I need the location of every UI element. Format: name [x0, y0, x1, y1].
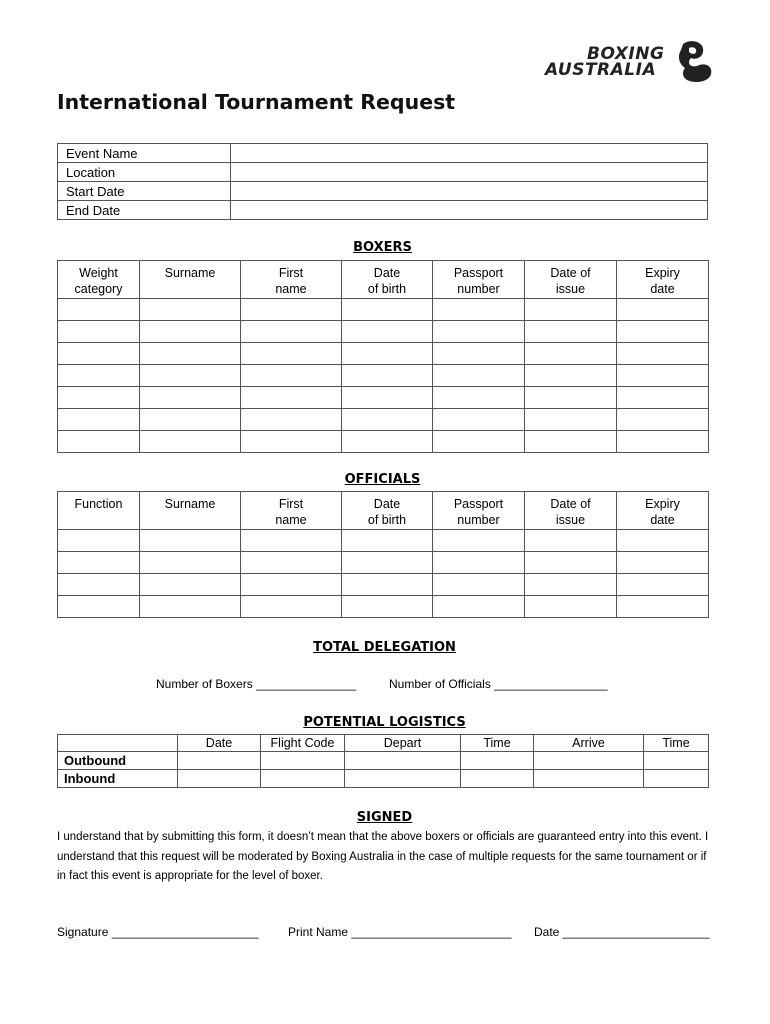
officials-cell[interactable] [525, 574, 617, 596]
boxers-row [58, 343, 709, 365]
event-field-label: Location [58, 163, 231, 182]
boxers-cell[interactable] [342, 431, 433, 453]
boxers-cell[interactable] [617, 321, 709, 343]
boxers-cell[interactable] [525, 321, 617, 343]
boxers-cell[interactable] [525, 409, 617, 431]
header-text: name [275, 282, 307, 296]
header-text: Expiry [645, 497, 680, 511]
officials-cell[interactable] [241, 574, 342, 596]
header-text: Date [373, 266, 401, 280]
officials-column-header [433, 492, 525, 530]
boxers-column-header [433, 261, 525, 299]
logistics-table [57, 734, 709, 788]
signature-field[interactable]: Signature ______________________ [57, 925, 259, 939]
event-row [58, 182, 708, 201]
event-field-label: End Date [58, 201, 231, 220]
header-text: First [278, 266, 304, 280]
officials-heading: OFFICIALS [344, 472, 421, 487]
logo-line-2: AUSTRALIA [545, 60, 657, 80]
logistics-cell[interactable] [461, 770, 534, 788]
event-field-value[interactable] [231, 182, 708, 201]
officials-cell[interactable] [58, 596, 140, 618]
boxers-table [57, 260, 709, 453]
header-text: category [74, 282, 123, 296]
boxers-cell[interactable] [58, 343, 140, 365]
logistics-cell[interactable] [261, 752, 345, 770]
event-field-label: Event Name [58, 144, 231, 163]
page-title: International Tournament Request [57, 90, 456, 114]
header-text: date [650, 513, 675, 527]
boxers-cell[interactable] [617, 299, 709, 321]
boxers-cell[interactable] [433, 299, 525, 321]
logistics-column-header: Arrive [534, 735, 644, 752]
header-text: date [650, 282, 675, 296]
boxers-cell[interactable] [342, 387, 433, 409]
logistics-column-header: Time [644, 735, 709, 752]
officials-cell[interactable] [525, 596, 617, 618]
boxers-row [58, 365, 709, 387]
boxers-cell[interactable] [58, 299, 140, 321]
officials-cell[interactable] [433, 574, 525, 596]
logistics-cell[interactable] [461, 752, 534, 770]
logistics-row-label: Inbound [58, 770, 178, 788]
logistics-column-header: Depart [345, 735, 461, 752]
boxers-cell[interactable] [617, 387, 709, 409]
logistics-column-header: Time [461, 735, 534, 752]
header-text: Date of [550, 266, 591, 280]
header-text: Passport [453, 497, 504, 511]
officials-cell[interactable] [140, 530, 241, 552]
boxers-cell[interactable] [241, 387, 342, 409]
event-details-table [57, 143, 708, 220]
officials-column-header [241, 492, 342, 530]
officials-table [57, 491, 709, 618]
officials-cell[interactable] [617, 574, 709, 596]
officials-cell[interactable] [433, 596, 525, 618]
header-text: Weight [79, 266, 118, 280]
boxers-cell[interactable] [342, 365, 433, 387]
header-text: of birth [367, 282, 407, 296]
boxers-cell[interactable] [58, 321, 140, 343]
logistics-cell[interactable] [534, 770, 644, 788]
officials-cell[interactable] [433, 530, 525, 552]
header-text: Date [373, 497, 401, 511]
number-of-officials-field[interactable]: Number of Officials _________________ [389, 677, 608, 691]
officials-cell[interactable] [342, 552, 433, 574]
boxers-cell[interactable] [140, 299, 241, 321]
officials-cell[interactable] [241, 596, 342, 618]
boxers-cell[interactable] [241, 409, 342, 431]
boxers-cell[interactable] [525, 387, 617, 409]
boxers-cell[interactable] [525, 343, 617, 365]
officials-cell[interactable] [241, 530, 342, 552]
boxers-cell[interactable] [617, 409, 709, 431]
logistics-cell[interactable] [178, 752, 261, 770]
boxers-column-header [617, 261, 709, 299]
logistics-column-header: Flight Code [261, 735, 345, 752]
officials-cell[interactable] [342, 596, 433, 618]
logistics-cell[interactable] [261, 770, 345, 788]
boxers-cell[interactable] [140, 321, 241, 343]
date-field[interactable]: Date ______________________ [534, 925, 710, 939]
logistics-cell[interactable] [178, 770, 261, 788]
boxers-row [58, 321, 709, 343]
boxing-glove-icon [675, 40, 715, 84]
boxing-australia-logo [545, 40, 715, 84]
officials-column-header [525, 492, 617, 530]
signed-heading: SIGNED [356, 810, 413, 825]
event-field-label: Start Date [58, 182, 231, 201]
officials-cell[interactable] [140, 552, 241, 574]
header-text: number [457, 282, 500, 296]
officials-cell[interactable] [617, 596, 709, 618]
boxers-cell[interactable] [433, 343, 525, 365]
header-text: Surname [164, 497, 216, 511]
header-text: Surname [164, 266, 216, 280]
event-row [58, 201, 708, 220]
boxers-cell[interactable] [140, 365, 241, 387]
boxers-cell[interactable] [525, 365, 617, 387]
event-row [58, 144, 708, 163]
boxers-cell[interactable] [58, 365, 140, 387]
boxers-cell[interactable] [342, 299, 433, 321]
logistics-row-label: Outbound [58, 752, 178, 770]
officials-cell[interactable] [241, 552, 342, 574]
boxers-cell[interactable] [241, 299, 342, 321]
officials-cell[interactable] [525, 552, 617, 574]
header-text: issue [555, 513, 586, 527]
officials-cell[interactable] [140, 596, 241, 618]
logistics-cell[interactable] [345, 770, 461, 788]
boxers-heading: BOXERS [353, 240, 412, 255]
boxers-cell[interactable] [433, 431, 525, 453]
event-field-value[interactable] [231, 163, 708, 182]
boxers-column-header [241, 261, 342, 299]
logistics-cell[interactable] [345, 752, 461, 770]
header-text: issue [555, 282, 586, 296]
boxers-cell[interactable] [433, 365, 525, 387]
event-field-value[interactable] [231, 201, 708, 220]
header-text: Function [74, 497, 123, 511]
boxers-cell[interactable] [433, 387, 525, 409]
boxers-cell[interactable] [58, 431, 140, 453]
officials-cell[interactable] [58, 552, 140, 574]
boxers-cell[interactable] [241, 343, 342, 365]
boxers-cell[interactable] [525, 299, 617, 321]
officials-cell[interactable] [433, 552, 525, 574]
boxers-cell[interactable] [241, 431, 342, 453]
boxers-cell[interactable] [140, 387, 241, 409]
number-of-boxers-field[interactable]: Number of Boxers _______________ [156, 677, 357, 691]
boxers-cell[interactable] [140, 431, 241, 453]
officials-column-header [342, 492, 433, 530]
officials-row [58, 552, 709, 574]
officials-cell[interactable] [58, 574, 140, 596]
officials-column-header [58, 492, 140, 530]
potential-logistics-heading: POTENTIAL LOGISTICS [303, 715, 466, 730]
officials-row [58, 574, 709, 596]
boxers-cell[interactable] [241, 365, 342, 387]
logistics-cell[interactable] [644, 770, 709, 788]
boxers-row [58, 409, 709, 431]
boxers-cell[interactable] [140, 343, 241, 365]
boxers-column-header [342, 261, 433, 299]
logo-line-1: BOXING [587, 44, 665, 64]
logistics-row [58, 752, 709, 770]
logistics-row [58, 770, 709, 788]
boxers-cell[interactable] [617, 431, 709, 453]
officials-cell[interactable] [525, 530, 617, 552]
officials-cell[interactable] [342, 574, 433, 596]
header-text: name [275, 513, 307, 527]
boxers-cell[interactable] [58, 409, 140, 431]
boxers-row [58, 299, 709, 321]
officials-cell[interactable] [617, 552, 709, 574]
boxers-column-header [525, 261, 617, 299]
boxers-cell[interactable] [241, 321, 342, 343]
officials-row [58, 596, 709, 618]
officials-cell[interactable] [58, 530, 140, 552]
boxers-cell[interactable] [617, 343, 709, 365]
total-delegation-heading: TOTAL DELEGATION [313, 640, 456, 655]
officials-column-header [140, 492, 241, 530]
boxers-column-header [140, 261, 241, 299]
boxers-row [58, 431, 709, 453]
logistics-cell[interactable] [644, 752, 709, 770]
event-row [58, 163, 708, 182]
declaration-paragraph: I understand that by submitting this form, it doesn’t mean that the above boxers or officials are guaranteed entry into this event. I understand that this request will be moderated by Boxing Australia in the case of multiple requests for the same tournament or if in fact this event is appropriate for the level of boxer. [57, 831, 709, 882]
officials-cell[interactable] [342, 530, 433, 552]
boxers-cell[interactable] [342, 343, 433, 365]
boxers-cell[interactable] [140, 409, 241, 431]
boxers-row [58, 387, 709, 409]
logistics-cell[interactable] [534, 752, 644, 770]
officials-cell[interactable] [140, 574, 241, 596]
logistics-column-header: Date [178, 735, 261, 752]
boxers-cell[interactable] [617, 365, 709, 387]
officials-cell[interactable] [617, 530, 709, 552]
boxers-cell[interactable] [342, 321, 433, 343]
boxers-cell[interactable] [433, 409, 525, 431]
boxers-cell[interactable] [433, 321, 525, 343]
officials-row [58, 530, 709, 552]
boxers-cell[interactable] [342, 409, 433, 431]
boxers-cell[interactable] [525, 431, 617, 453]
boxers-cell[interactable] [58, 387, 140, 409]
header-text: number [457, 513, 500, 527]
header-text: First [278, 497, 304, 511]
header-text: Expiry [645, 266, 680, 280]
officials-column-header [617, 492, 709, 530]
print-name-field[interactable]: Print Name ________________________ [288, 925, 512, 939]
event-field-value[interactable] [231, 144, 708, 163]
header-text: of birth [367, 513, 407, 527]
boxers-column-header [58, 261, 140, 299]
header-text: Passport [453, 266, 504, 280]
logistics-column-header [58, 735, 178, 752]
header-text: Date of [550, 497, 591, 511]
